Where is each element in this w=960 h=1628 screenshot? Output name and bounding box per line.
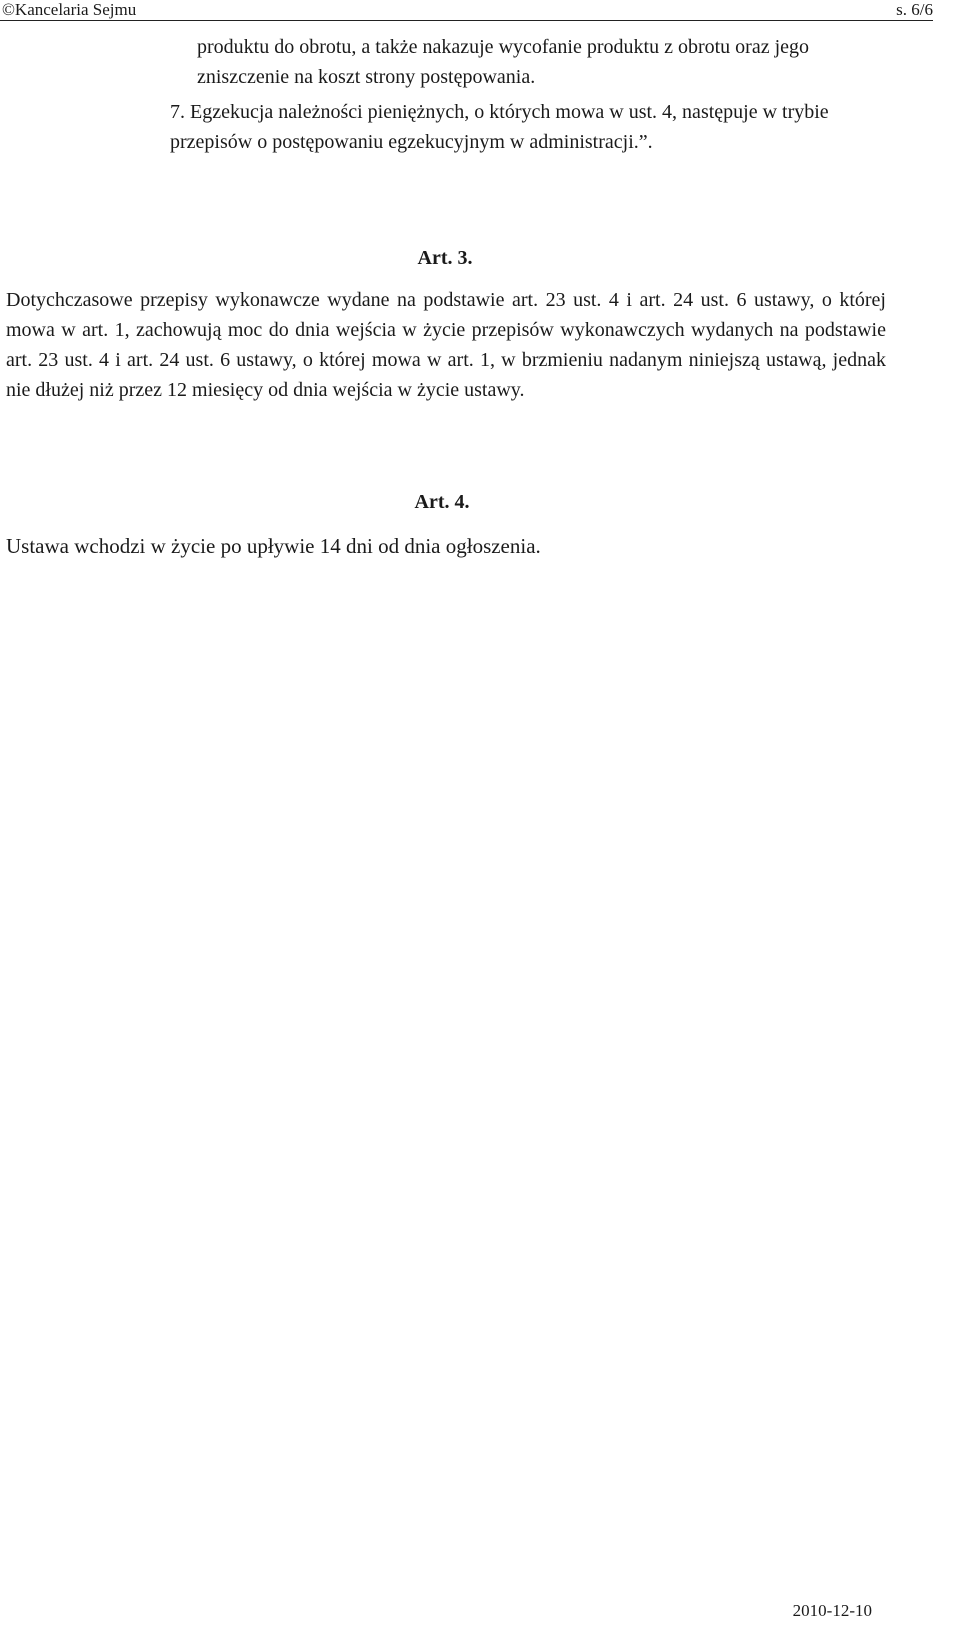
paragraph-7: 7. Egzekucja należności pieniężnych, o których mowa w ust. 4, następuje w trybie przepisów o postępowaniu egzekucyjnym w administracji.”. xyxy=(170,101,829,153)
article-3-heading: Art. 3. xyxy=(417,247,473,269)
publisher-label: ©Kancelaria Sejmu xyxy=(2,0,137,19)
page-header xyxy=(0,0,933,21)
article-3-text: Dotychczasowe przepisy wykonawcze wydane na podstawie art. 23 ust. 4 i art. 24 ust. 6 ustawy, o której mowa w art. 1, zachowują moc do dnia wejścia w życie przepisów wykonawczych wydanych na podstawie art. 23 ust. 4 i art. 24 ust. 6 ustawy, o której mowa w art. 1, w brzmieniu nadanym niniejszą ustawą, jednak nie dłużej niż przez 12 miesięcy od dnia wejścia w życie ustawy. xyxy=(6,289,886,401)
article-4-text: Ustawa wchodzi w życie po upływie 14 dni od dnia ogłoszenia. xyxy=(6,534,541,558)
page-footer-date: 2010-12-10 xyxy=(792,1601,872,1620)
article-4-heading: Art. 4. xyxy=(414,491,470,513)
page-number: s. 6/6 xyxy=(896,0,933,19)
paragraph-continuation: produktu do obrotu, a także nakazuje wycofanie produktu z obrotu oraz jego zniszczenie na koszt strony postępowania. xyxy=(197,36,810,88)
